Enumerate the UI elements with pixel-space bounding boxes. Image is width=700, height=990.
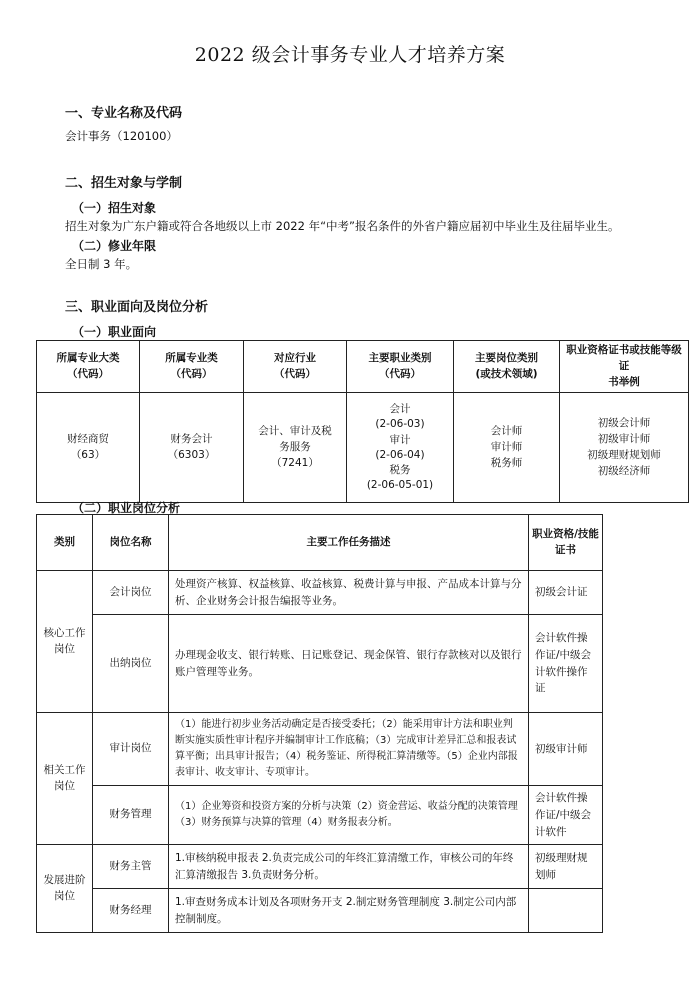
table-row [37,571,603,615]
table-row [37,786,603,845]
post-name: 出纳岗位 [93,615,169,713]
task-description: （1）企业筹资和投资方案的分析与决策（2）资金营运、收益分配的决策管理（3）财务预算与决算的管理（4）财务报表分析。 [169,786,529,845]
qualification: 初级会计证 [529,571,603,615]
qualification [529,889,603,933]
header-industry: 对应行业 （代码） [244,341,347,393]
header-major-category: 所属专业大类 （代码） [37,341,140,393]
cell-major-category: 财经商贸 （63） [37,393,140,503]
task-description: （1）能进行初步业务活动确定是否接受委托；（2）能采用审计方法和职业判断实施实质性审计程序并编制审计工作底稿；（3）完成审计差异汇总和报表试算平衡；出具审计报告；（4）税务鉴证、所得税汇算清缴等。（5）企业内部报表审计、收支审计、专项审计。 [169,713,529,786]
header-qualification: 职业资格/技能证书 [529,515,603,571]
section-2-heading: 二、招生对象与学制 [65,176,183,191]
post-name: 财务主管 [93,845,169,889]
post-name: 财务经理 [93,889,169,933]
cell-industry: 会计、审计及税 务服务 （7241） [244,393,347,503]
table-header-row [37,341,689,393]
header-post-name: 岗位名称 [93,515,169,571]
enrollment-target-text: 招生对象为广东户籍或符合各地级以上市 2022 年“中考”报名条件的外省户籍应届初中毕业生及往届毕业生。 [65,219,620,233]
task-description: 办理现金收支、银行转账、日记账登记、现金保管、银行存款核对以及银行账户管理等业务。 [169,615,529,713]
section-1-heading: 一、专业名称及代码 [65,106,183,121]
header-occupation: 主要职业类别 （代码） [347,341,454,393]
cell-certificates: 初级会计师 初级审计师 初级理财规划师 初级经济师 [560,393,689,503]
header-major-class: 所属专业类 （代码） [140,341,244,393]
study-duration-heading: （二）修业年限 [72,239,157,253]
enrollment-target-heading: （一）招生对象 [72,201,157,215]
category-core: 核心工作岗位 [37,571,93,713]
cell-major-class: 财务会计 （6303） [140,393,244,503]
table-row [37,713,603,786]
section-3-heading: 三、职业面向及岗位分析 [65,300,209,315]
header-task-description: 主要工作任务描述 [169,515,529,571]
table-row [37,393,689,503]
category-related: 相关工作岗位 [37,713,93,845]
cell-post-category: 会计师 审计师 税务师 [454,393,560,503]
qualification: 会计软件操作证/中级会计软件操作证 [529,615,603,713]
task-description: 1.审查财务成本计划及各项财务开支 2.制定财务管理制度 3.制定公司内部控制制度。 [169,889,529,933]
post-name: 审计岗位 [93,713,169,786]
study-duration-text: 全日制 3 年。 [65,257,138,271]
post-analysis-heading: （二）职业岗位分析 [72,501,181,515]
table-row [37,615,603,713]
qualification: 初级理财规划师 [529,845,603,889]
post-name: 会计岗位 [93,571,169,615]
table-row [37,889,603,933]
qualification: 会计软件操作证/中级会计软件 [529,786,603,845]
table-header-row [37,515,603,571]
header-category: 类别 [37,515,93,571]
header-certificates: 职业资格证书或技能等级证 书举例 [560,341,689,393]
category-advanced: 发展进阶岗位 [37,845,93,933]
post-name: 财务管理 [93,786,169,845]
task-description: 处理资产核算、权益核算、收益核算、税费计算与申报、产品成本计算与分析、企业财务会计报告编报等业务。 [169,571,529,615]
post-analysis-table [36,514,603,933]
cell-occupation: 会计 (2-06-03) 审计 (2-06-04) 税务 (2-06-05-01) [347,393,454,503]
header-post-category: 主要岗位类别 (或技术领域) [454,341,560,393]
career-orientation-heading: （一）职业面向 [72,325,157,339]
major-name-code: 会计事务（120100） [65,129,178,143]
table-row [37,845,603,889]
career-orientation-table [36,340,689,503]
qualification: 初级审计师 [529,713,603,786]
task-description: 1.审核纳税申报表 2.负责完成公司的年终汇算清缴工作，审核公司的年终汇算清缴报告 3.负责财务分析。 [169,845,529,889]
page-title: 2022 级会计事务专业人才培养方案 [194,44,506,66]
